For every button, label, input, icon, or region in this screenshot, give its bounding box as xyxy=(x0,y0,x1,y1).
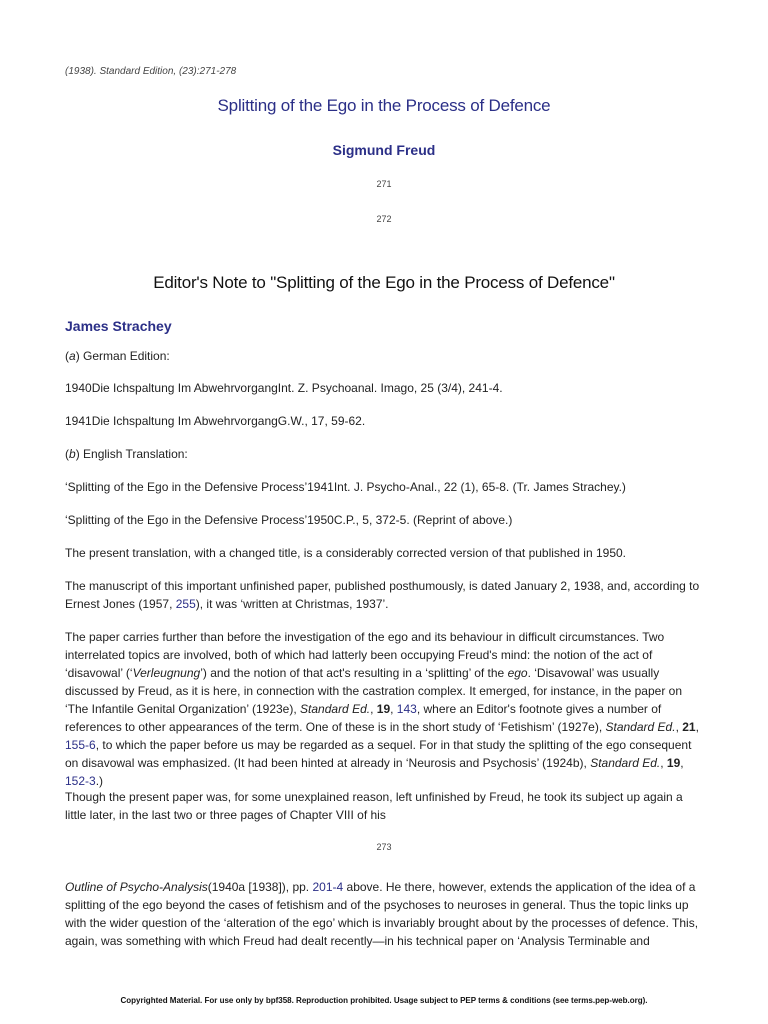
article-title: Splitting of the Ego in the Process of Defence xyxy=(217,96,551,115)
german-edition-label: (a) German Edition: xyxy=(65,349,170,363)
page-link-201-4[interactable]: 201-4 xyxy=(312,880,344,894)
english-1941-entry: ‘Splitting of the Ego in the Defensive Process’1941Int. J. Psycho-Anal., 22 (1), 65-8. (Tr. James Strachey.) xyxy=(65,480,626,494)
page-number-273: 273 xyxy=(376,842,392,852)
page-number-272: 272 xyxy=(376,214,392,224)
copyright-footer: Copyrighted Material. For use only by bpf358. Reproduction prohibited. Usage subject to PEP terms & conditions (see terms.pep-web.org). xyxy=(120,996,648,1005)
german-1940-entry: 1940Die Ichspaltung Im AbwehrvorgangInt. Z. Psychoanal. Imago, 25 (3/4), 241-4. xyxy=(65,381,503,395)
manuscript-paragraph: The manuscript of this important unfinished paper, published posthumously, is dated January 2, 1938, and, according to Ernest Jones (1957, 255), it was ‘written at Christmas, 1937’. xyxy=(65,579,700,611)
page-number-271: 271 xyxy=(376,179,392,189)
editor-name[interactable]: James Strachey xyxy=(65,318,172,334)
english-1950-entry: ‘Splitting of the Ego in the Defensive Process’1950C.P., 5, 372-5. (Reprint of above.) xyxy=(65,513,513,527)
present-translation-paragraph: The present translation, with a changed title, is a considerably corrected version of that published in 1950. xyxy=(65,546,626,560)
article-author[interactable]: Sigmund Freud xyxy=(332,142,436,158)
main-paragraph: The paper carries further than before the investigation of the ego and its behaviour in difficult circumstances. Two interrelated topics are involved, both of which had latterly been occupying Freud's mind: the notion of the act of ‘disavowal’ (‘Verleugnung’) and the notion of that act's resulting in a ‘splitting’ of the ego. ‘Disavowal’ was usually discussed by Freud, as it is here, in connection with the castration complex. It emerged, for instance, in the paper on ‘The Infantile Genital Organization’ (1923e), Standard Ed., 19, 143, where an Editor's footnote gives a number of references to other appearances of the term. One of these is in the short study of ‘Fetishism’ (1927e), Standard Ed., 21, 155-6, to which the paper before us may be regarded as a sequel. For in that study the splitting of the ego consequent on disavowal was emphasized. (It had been hinted at already in ‘Neurosis and Psychosis’ (1924b), Standard Ed., 19, 152-3.) xyxy=(65,630,699,788)
editor-note-heading: Editor's Note to "Splitting of the Ego in the Process of Defence" xyxy=(153,273,615,292)
english-translation-label: (b) English Translation: xyxy=(65,447,188,461)
page-link-143[interactable]: 143 xyxy=(396,702,417,716)
german-1941-entry: 1941Die Ichspaltung Im AbwehrvorgangG.W., 17, 59-62. xyxy=(65,414,366,428)
page-link-255[interactable]: 255 xyxy=(175,597,196,611)
page-link-152-3[interactable]: 152-3 xyxy=(65,774,96,788)
unfinished-paragraph: Though the present paper was, for some unexplained reason, left unfinished by Freud, he took its subject up again a little later, in the last two or three pages of Chapter VIII of his xyxy=(65,790,683,822)
citation: (1938). Standard Edition, (23):271-278 xyxy=(65,66,237,77)
outline-paragraph: Outline of Psycho-Analysis(1940a [1938]), pp. 201-4 above. He there, however, extends the application of the idea of a splitting of the ego beyond the cases of fetishism and of the psychoses to neuroses in general. Thus the topic links up with the wider question of the ‘alteration of the ego’ which is invariably brought about by the processes of defence. This, again, was something with which Freud had dealt recently—in his technical paper on ‘Analysis Terminable and xyxy=(65,880,699,948)
page-link-155-6[interactable]: 155-6 xyxy=(65,738,96,752)
